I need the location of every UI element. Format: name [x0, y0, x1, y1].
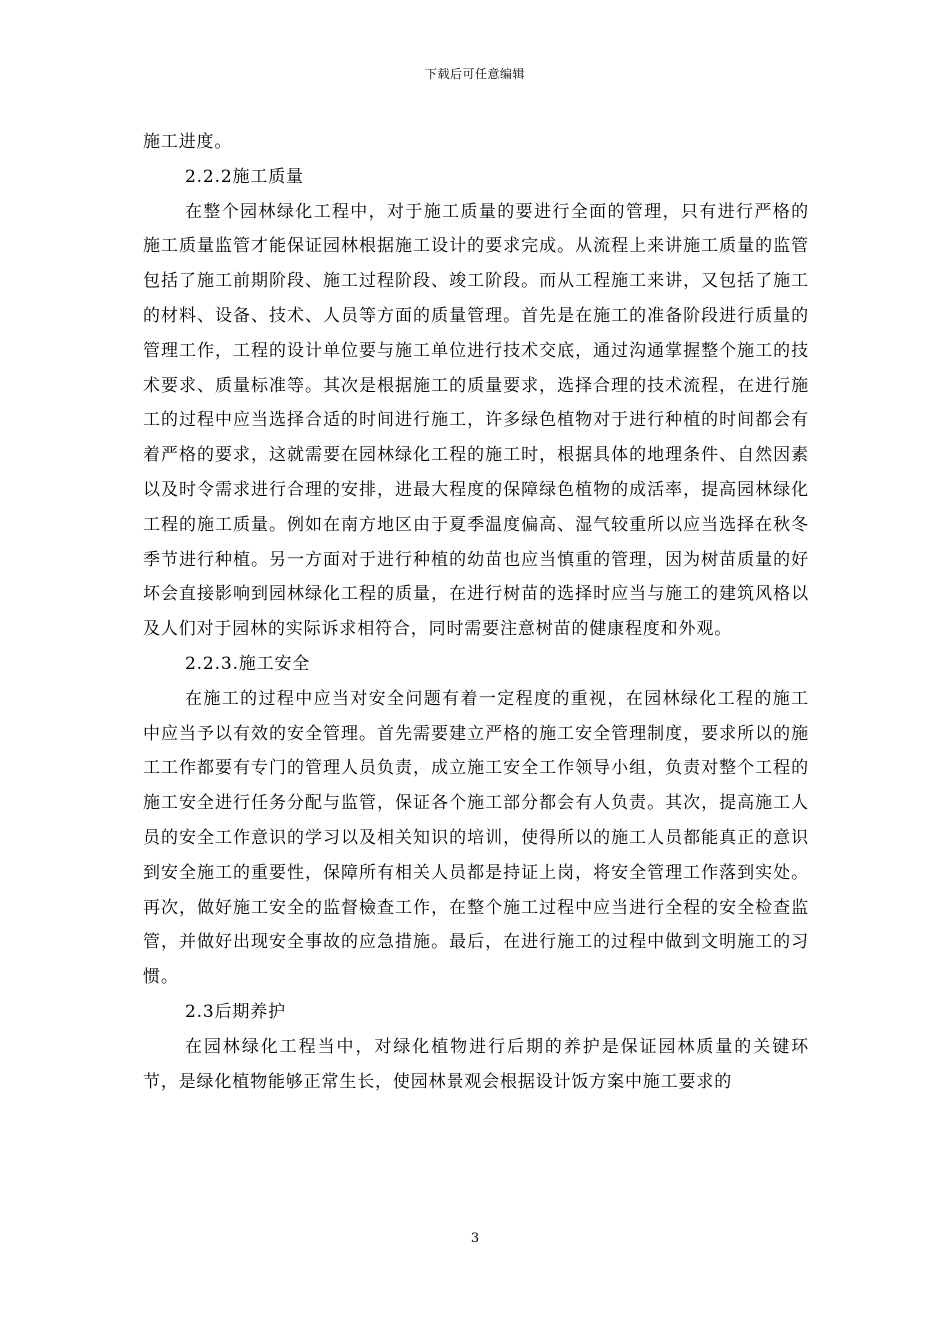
document-body: [143, 125, 809, 1099]
paragraph-maintenance: 在园林绿化工程当中，对绿化植物进行后期的养护是保证园林质量的关键环节，是绿化植物能够正常生长，使园林景观会根据设计饭方案中施工要求的: [143, 1036, 809, 1092]
page-header: 下载后可任意编辑: [424, 67, 525, 81]
section-heading-construction-safety: 2.2.3.施工安全: [185, 653, 311, 674]
page-number: 3: [470, 1231, 480, 1246]
paragraph-construction-safety: 在施工的过程中应当对安全问题有着一定程度的重视，在园林绿化工程的施工中应当予以有效的安全管理。首先需要建立严格的施工安全管理制度，要求所以的施工工作都要有专门的管理人员负责，成立施工安全工作领导小组，负责对整个工程的施工安全进行任务分配与监管，保证各个施工部分都会有人负责。其次，提高施工人员的安全工作意识的学习以及相关知识的培训，使得所以的施工人员都能真正的意识到安全施工的重要性，保障所有相关人员都是持证上岗，将安全管理工作落到实处。再次，做好施工安全的监督檢查工作，在整个施工过程中应当进行全程的安全检查监管，并做好出现安全事故的应急措施。最后，在进行施工的过程中做到文明施工的习惯。: [143, 688, 809, 988]
paragraph-continuation: 施工进度。: [143, 132, 233, 152]
section-heading-construction-quality: 2.2.2施工质量: [185, 166, 304, 187]
section-heading-maintenance: 2.3后期养护: [185, 1001, 286, 1022]
paragraph-construction-quality: 在整个园林绿化工程中，对于施工质量的要进行全面的管理，只有进行严格的施工质量监管才能保证园林根据施工设计的要求完成。从流程上来讲施工质量的监管包括了施工前期阶段、施工过程阶段、竣工阶段。而从工程施工来讲，又包括了施工的材料、设备、技术、人员等方面的质量管理。首先是在施工的准备阶段进行质量的管理工作，工程的设计单位要与施工单位进行技术交底，通过沟通掌握整个施工的技术要求、质量标准等。其次是根据施工的质量要求，选择合理的技术流程，在进行施工的过程中应当选择合适的时间进行施工，许多绿色植物对于进行种植的时间都会有着严格的要求，这就需要在园林绿化工程的施工时，根据具体的地理条件、自然因素以及时令需求进行合理的安排，进最大程度的保障绿色植物的成活率，提高园林绿化工程的施工质量。例如在南方地区由于夏季温度偏高、湿气较重所以应当选择在秋冬季节进行种植。另一方面对于进行种植的幼苗也应当慎重的管理，因为树苗质量的好坏会直接影响到园林绿化工程的质量，在进行树苗的选择时应当与施工的建筑风格以及人们对于园林的实际诉求相符合，同时需要注意树苗的健康程度和外观。: [143, 201, 809, 640]
